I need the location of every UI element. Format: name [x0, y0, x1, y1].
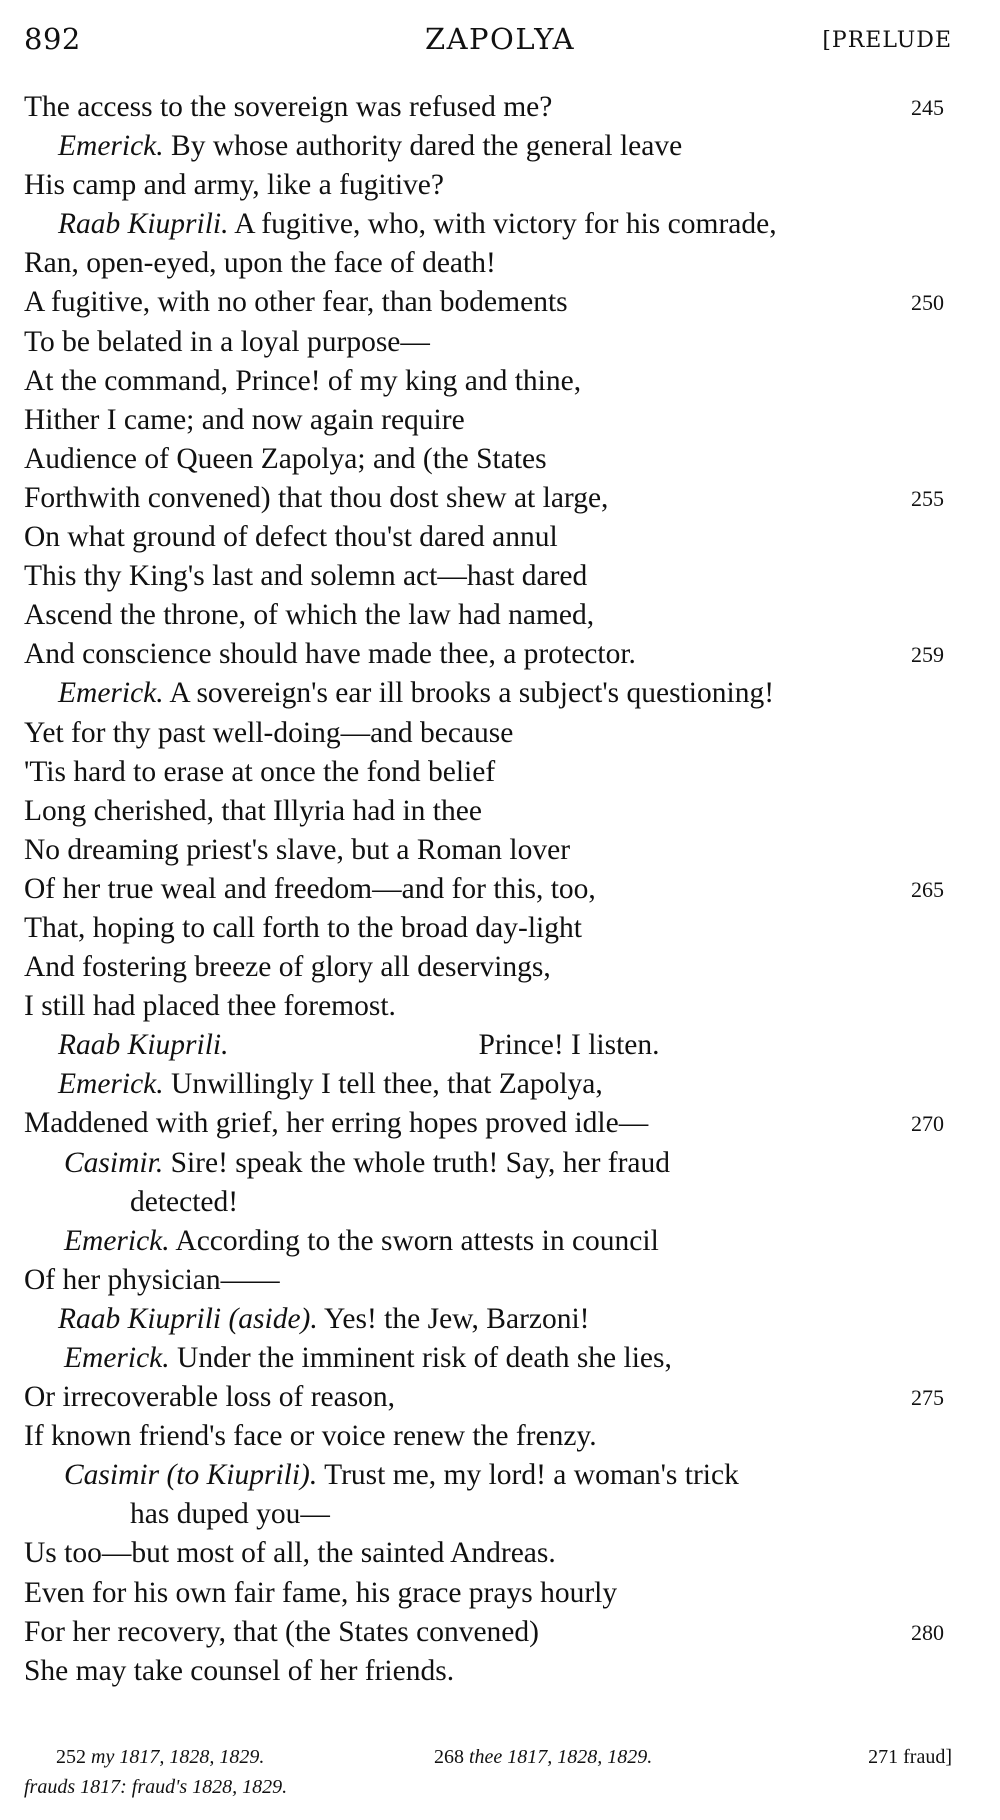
line-text: Long cherished, that Illyria had in thee	[24, 794, 482, 827]
line-text: At the command, Prince! of my king and thine,	[24, 364, 582, 397]
verse-text	[24, 88, 944, 1691]
footnote-271: 271 fraud]	[868, 1746, 952, 1768]
verse-line	[24, 1456, 944, 1495]
verse-line	[24, 1183, 944, 1222]
verse-line	[24, 1417, 944, 1456]
verse-line	[24, 362, 944, 401]
verse-line	[24, 714, 944, 753]
verse-line	[24, 88, 944, 127]
verse-line	[24, 753, 944, 792]
verse-line	[24, 948, 944, 987]
line-number: 255	[911, 485, 944, 511]
verse-line	[24, 283, 944, 322]
verse-line	[24, 635, 944, 674]
line-text: Sire! speak the whole truth! Say, her fraud	[163, 1146, 671, 1179]
verse-line	[24, 440, 944, 479]
line-text: A sovereign's ear ill brooks a subject's questioning!	[163, 677, 775, 710]
line-text: Ran, open-eyed, upon the face of death!	[24, 247, 496, 280]
line-text: His camp and army, like a fugitive?	[24, 169, 444, 202]
line-text: Or irrecoverable loss of reason,	[24, 1381, 396, 1414]
running-title: ZAPOLYA	[424, 22, 576, 56]
verse-line	[24, 166, 944, 205]
verse-line	[24, 244, 944, 283]
line-text: On what ground of defect thou'st dared annul	[24, 521, 558, 554]
speaker-name: Raab Kiuprili.	[58, 208, 229, 241]
verse-line	[24, 323, 944, 362]
verse-line	[24, 479, 944, 518]
verse-line	[24, 674, 944, 713]
verse-line	[24, 831, 944, 870]
verse-line	[24, 1339, 944, 1378]
line-text: Yes! the Jew, Barzoni!	[317, 1302, 590, 1335]
verse-line	[24, 557, 944, 596]
verse-line	[24, 518, 944, 557]
line-text: Unwillingly I tell thee, that Zapolya,	[163, 1068, 603, 1101]
line-text: No dreaming priest's slave, but a Roman lover	[24, 833, 571, 866]
line-text: The access to the sovereign was refused me?	[24, 91, 553, 123]
line-text: That, hoping to call forth to the broad day-light	[24, 911, 582, 944]
stage-direction: (aside).	[221, 1302, 318, 1335]
footnote-268: 268 thee 1817, 1828, 1829.	[434, 1746, 653, 1768]
line-text: For her recovery, that (the States convened)	[24, 1615, 539, 1648]
line-text: 'Tis hard to erase at once the fond belief	[24, 755, 496, 788]
line-number: 250	[911, 290, 944, 316]
stage-direction: (to Kiuprili).	[159, 1459, 318, 1492]
verse-line	[24, 1534, 944, 1573]
line-text: I still had placed thee foremost.	[24, 990, 396, 1023]
verse-line	[24, 127, 944, 166]
verse-line	[24, 1222, 944, 1261]
verse-line	[24, 1613, 944, 1652]
line-text: detected!	[130, 1185, 239, 1218]
line-text: And conscience should have made thee, a protector.	[24, 638, 636, 671]
line-number: 265	[911, 876, 944, 902]
line-text: A fugitive, who, with victory for his comrade,	[228, 208, 777, 241]
line-number: 245	[911, 95, 944, 120]
speaker-name: Emerick.	[64, 1342, 170, 1374]
verse-line	[24, 909, 944, 948]
section-label: [PRELUDE	[822, 28, 952, 53]
verse-line	[24, 1026, 944, 1065]
verse-line	[24, 1378, 944, 1417]
verse-line	[24, 792, 944, 831]
verse-line	[24, 596, 944, 635]
verse-line	[24, 1574, 944, 1613]
verse-line	[24, 870, 944, 909]
line-text: Trust me, my lord! a woman's trick	[317, 1459, 739, 1492]
verse-line	[24, 1144, 944, 1183]
page-number: 892	[24, 22, 81, 56]
speaker-name: Emerick.	[64, 1224, 170, 1257]
line-number: 270	[911, 1111, 944, 1137]
line-text: This thy King's last and solemn act—hast dared	[24, 560, 588, 593]
speaker-name: Emerick.	[58, 677, 164, 710]
line-text: Of her physician——	[24, 1263, 280, 1296]
line-text: By whose authority dared the general leave	[163, 130, 683, 163]
line-text: If known friend's face or voice renew the frenzy.	[24, 1420, 597, 1453]
footnote-row	[24, 1742, 952, 1772]
line-text: Ascend the throne, of which the law had named,	[24, 599, 595, 632]
footnote-271-continued: frauds 1817: fraud's 1828, 1829.	[24, 1776, 288, 1798]
footnote-252: 252 my 1817, 1828, 1829.	[56, 1746, 265, 1768]
line-text: To be belated in a loyal purpose—	[24, 325, 430, 358]
speaker-name: Emerick.	[58, 1068, 164, 1101]
line-text: Yet for thy past well-doing—and because	[24, 716, 514, 749]
speaker-name: Raab Kiuprili	[58, 1302, 222, 1335]
line-text: Of her true weal and freedom—and for this, too,	[24, 872, 596, 905]
verse-line	[24, 1652, 944, 1691]
footnotes	[24, 1742, 952, 1802]
line-text: Maddened with grief, her erring hopes proved idle—	[24, 1107, 649, 1140]
line-text: According to the sworn attests in council	[169, 1224, 659, 1257]
line-text: And fostering breeze of glory all deservings,	[24, 951, 551, 984]
line-text: Forthwith convened) that thou dost shew at large,	[24, 481, 609, 514]
speaker-name: Casimir	[64, 1459, 160, 1492]
verse-line	[24, 1495, 944, 1534]
line-number: 280	[911, 1619, 944, 1645]
line-text: Prince! I listen.	[478, 1029, 660, 1062]
line-text: Audience of Queen Zapolya; and (the States	[24, 442, 547, 475]
verse-line	[24, 205, 944, 244]
speaker-name: Casimir.	[64, 1146, 164, 1179]
line-text: Even for his own fair fame, his grace prays hourly	[24, 1576, 618, 1609]
verse-line	[24, 1261, 944, 1300]
line-number: 259	[911, 642, 944, 668]
line-text: She may take counsel of her friends.	[24, 1654, 455, 1687]
verse-line	[24, 1300, 944, 1339]
verse-line	[24, 987, 944, 1026]
line-text: A fugitive, with no other fear, than bodements	[24, 286, 568, 319]
line-text: has duped you—	[130, 1498, 330, 1531]
verse-line	[24, 401, 944, 440]
line-text: Us too—but most of all, the sainted Andreas.	[24, 1537, 556, 1570]
speaker-name: Raab Kiuprili.	[58, 1029, 229, 1062]
line-text: Hither I came; and now again require	[24, 403, 465, 436]
verse-line	[24, 1065, 944, 1104]
line-number: 275	[911, 1385, 944, 1411]
line-text: Under the imminent risk of death she lies,	[169, 1342, 672, 1374]
speaker-name: Emerick.	[58, 130, 164, 163]
verse-line	[24, 1104, 944, 1143]
